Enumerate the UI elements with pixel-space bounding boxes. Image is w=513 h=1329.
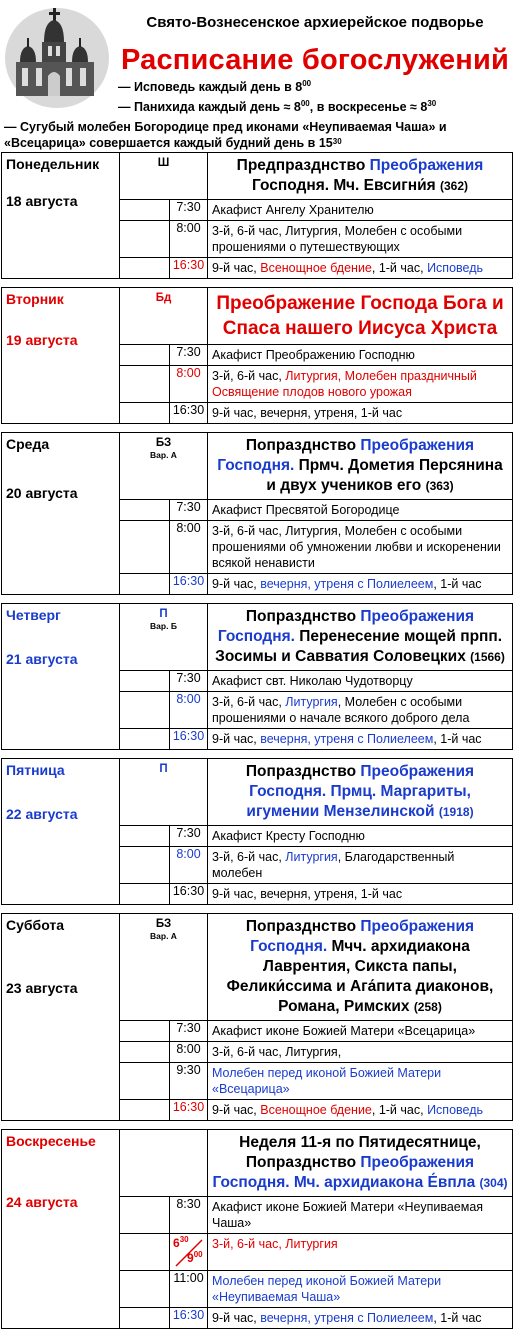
church-logo-icon	[2, 2, 112, 110]
day-name: Среда	[6, 436, 50, 452]
text-run: (363)	[425, 479, 454, 493]
service-desc	[208, 221, 513, 258]
code-blank	[120, 221, 170, 258]
code-text: П	[159, 608, 168, 620]
day-date: 24 августа	[6, 1194, 78, 1210]
service-time: 7:30	[170, 200, 208, 221]
service-time: 8:00	[170, 847, 208, 884]
text-run: Преображение Господа Бога и Спаса нашего Иисуса Христа	[216, 293, 504, 339]
service-time: 8:30	[170, 1197, 208, 1234]
feast-title	[208, 433, 513, 500]
day-date: 21 августа	[6, 651, 78, 667]
text-run: , 1-й час	[433, 577, 482, 591]
gap-cell	[2, 424, 513, 433]
text-run: Литургия	[285, 850, 338, 864]
text-run: Молебен перед иконой Божией Матери «Всецарица»	[212, 1066, 442, 1096]
service-time: 16:30	[170, 574, 208, 595]
text-run: вечерня, утреня с Полиелеем	[260, 732, 434, 746]
text-run: Исповедь	[427, 1103, 484, 1117]
page-title: Расписание богослужений	[120, 44, 510, 76]
service-desc	[208, 671, 513, 692]
service-time: 8:00	[170, 1042, 208, 1063]
text-run: 3-й, 6-й час,	[212, 850, 286, 864]
day-feast-row	[2, 433, 513, 500]
text-run: Акафист иконе Божией Матери «Всецарица»	[212, 1024, 476, 1038]
text-run: Прмч. Дометия Персянина и двух учеников его	[266, 457, 503, 494]
day-name: Воскресенье	[6, 1133, 96, 1149]
text-run: 9-й час,	[212, 732, 261, 746]
code-blank	[120, 258, 170, 279]
text-run: Акафист Ангелу Хранителю	[212, 203, 374, 217]
service-desc	[208, 1063, 513, 1100]
code-blank	[120, 884, 170, 905]
gap-row	[2, 750, 513, 759]
service-code	[120, 153, 208, 200]
text-run: (304)	[479, 1176, 508, 1190]
day-name: Четверг	[6, 607, 61, 623]
code-text: П	[159, 763, 168, 775]
service-time: 7:30	[170, 500, 208, 521]
service-time: 8:00	[170, 521, 208, 574]
service-time: 16:30	[170, 1100, 208, 1121]
text-run: Преображения Господня.	[250, 918, 475, 955]
service-desc	[208, 258, 513, 279]
service-desc	[208, 826, 513, 847]
day-date: 23 августа	[6, 980, 78, 996]
text-run: Попразднство	[245, 918, 361, 935]
text-run: Преображения Господня.	[217, 608, 475, 645]
day-name: Понедельник	[6, 156, 100, 172]
note-panikhida: — Панихида каждый день ≈ $8^{00}$, в воскресенье ≈ $8^{30}$	[118, 99, 437, 114]
day-feast-row	[2, 914, 513, 1021]
text-run: , 1-й час,	[371, 261, 428, 275]
service-desc	[208, 574, 513, 595]
text-run: вечерня, утреня с Полиелеем	[260, 577, 434, 591]
service-time: 7:30	[170, 345, 208, 366]
text-run: 9-й час,	[212, 1311, 261, 1325]
code-blank	[120, 847, 170, 884]
text-run: Преображения Господня. Прмц. Маргариты, игумении Мензелинской	[246, 763, 475, 820]
service-desc	[208, 692, 513, 729]
text-run: Попразднство	[245, 608, 361, 625]
text-run: 3-й, 6-й час, Литургия, Молебен с особыми прошениями о путешествующих	[212, 224, 463, 254]
service-desc	[208, 1197, 513, 1234]
service-time: 16:30	[170, 258, 208, 279]
day-date: 18 августа	[6, 193, 78, 209]
code-text: БЗ	[155, 437, 172, 449]
service-time: 9:30	[170, 1063, 208, 1100]
code-text: Бд	[155, 292, 172, 304]
day-name: Вторник	[6, 291, 64, 307]
code-blank	[120, 1234, 170, 1271]
text-run: , Благодарственный молебен	[212, 850, 455, 880]
gap-row	[2, 1121, 513, 1130]
feast-title	[208, 288, 513, 345]
text-run: Всенощное бдение	[260, 1103, 372, 1117]
text-run: Попразднство	[245, 763, 361, 780]
gap-cell	[2, 595, 513, 604]
service-desc	[208, 1308, 513, 1329]
day-feast-row	[2, 1130, 513, 1197]
text-run: вечерня, утреня с Полиелеем	[260, 1311, 434, 1325]
day-cell	[2, 604, 120, 750]
code-text: БЗ	[155, 918, 172, 930]
day-date: 20 августа	[6, 485, 78, 501]
gap-cell	[2, 750, 513, 759]
text-run: (258)	[413, 1000, 442, 1014]
text-run: Акафист иконе Божией Матери «Неупиваемая Чаша»	[212, 1200, 484, 1230]
service-desc	[208, 1271, 513, 1308]
text-run: 3-й, 6-й час,	[212, 369, 286, 383]
service-time: 16:30	[170, 403, 208, 424]
text-run: Неделя 11-я по Пятидесятнице, Попразднство	[239, 1134, 481, 1171]
service-desc	[208, 1021, 513, 1042]
text-run: 3-й, 6-й час, Литургия, Молебен с особыми прошениями об умножении любви и искоренении всякой ненависти	[212, 524, 501, 570]
text-run: Перенесение мощей прпп. Зосимы и Савватия Соловецких	[215, 628, 503, 665]
text-run: 9-й час,	[212, 1103, 261, 1117]
service-desc	[208, 1234, 513, 1271]
day-name: Пятница	[6, 762, 65, 778]
day-feast-row	[2, 153, 513, 200]
code-text: Ш	[157, 157, 170, 169]
service-code	[120, 288, 208, 345]
gap-row	[2, 424, 513, 433]
code-blank	[120, 1271, 170, 1308]
code-blank	[120, 403, 170, 424]
code-text	[120, 1130, 207, 1134]
service-desc	[208, 200, 513, 221]
gap-row	[2, 279, 513, 288]
text-run: (362)	[440, 179, 469, 193]
day-date: 22 августа	[6, 806, 78, 822]
day-cell	[2, 1130, 120, 1329]
text-run: Акафист Кресту Господню	[212, 829, 365, 843]
text-run: (1918)	[438, 805, 474, 819]
text-run: 3-й, 6-й час,	[212, 695, 286, 709]
day-cell	[2, 914, 120, 1121]
text-run: Всенощное бдение	[260, 261, 372, 275]
code-blank	[120, 1021, 170, 1042]
text-run: 9-й час,	[212, 577, 261, 591]
code-variant: Вар. А	[150, 931, 177, 941]
service-code	[120, 433, 208, 500]
feast-title	[208, 1130, 513, 1197]
text-run: , 1-й час	[433, 1311, 482, 1325]
service-desc	[208, 847, 513, 884]
text-run: (1566)	[470, 650, 505, 664]
gap-row	[2, 595, 513, 604]
service-time: 16:30	[170, 884, 208, 905]
code-blank	[120, 521, 170, 574]
code-blank	[120, 729, 170, 750]
service-time: 7:30	[170, 826, 208, 847]
day-cell	[2, 153, 120, 279]
day-name: Суббота	[6, 917, 65, 933]
text-run: 3-й, 6-й час, Литургия	[212, 1237, 338, 1251]
service-desc	[208, 345, 513, 366]
service-desc	[208, 403, 513, 424]
feast-title	[208, 604, 513, 671]
text-run: Преображения Господня.	[217, 437, 475, 474]
service-time: 8:00	[170, 366, 208, 403]
text-run: 3-й, 6-й час, Литургия,	[212, 1045, 342, 1059]
text-run: , 1-й час	[433, 732, 482, 746]
org-name: Свято-Вознесенское архиерейское подворье	[146, 14, 484, 31]
code-blank	[120, 1308, 170, 1329]
code-blank	[120, 1100, 170, 1121]
day-feast-row	[2, 604, 513, 671]
day-cell	[2, 759, 120, 905]
text-run: Литургия, Молебен праздничный Освящение плодов нового урожая	[212, 369, 477, 399]
day-cell	[2, 433, 120, 595]
day-feast-row	[2, 759, 513, 826]
feast-title	[208, 153, 513, 200]
day-feast-row	[2, 288, 513, 345]
gap-cell	[2, 279, 513, 288]
text-run: , Молебен с особыми прошениями о начале всякого доброго дела	[212, 695, 470, 725]
text-run: , 1-й час,	[371, 1103, 428, 1117]
service-time: 8:00	[170, 692, 208, 729]
service-desc	[208, 500, 513, 521]
text-run: Акафист свт. Николаю Чудотворцу	[212, 674, 413, 688]
code-blank	[120, 345, 170, 366]
split-time: $6^{30}$ $9^{00}$	[173, 1235, 203, 1265]
code-blank	[120, 826, 170, 847]
service-code	[120, 914, 208, 1021]
code-variant: Вар. А	[150, 450, 177, 460]
gap-cell	[2, 905, 513, 914]
code-blank	[120, 366, 170, 403]
service-time	[170, 1234, 208, 1271]
text-run: Преображения Господня. Мч. архидиакона Е́впла	[212, 1154, 480, 1191]
day-date: 19 августа	[6, 332, 78, 348]
gap-cell	[2, 1121, 513, 1130]
header	[0, 0, 513, 152]
service-desc	[208, 1100, 513, 1121]
service-time: 8:00	[170, 221, 208, 258]
service-code	[120, 604, 208, 671]
code-blank	[120, 692, 170, 729]
service-code	[120, 1130, 208, 1197]
code-blank	[120, 574, 170, 595]
service-desc	[208, 521, 513, 574]
text-run: Предпразднство	[236, 157, 370, 174]
text-run: Преображения	[369, 157, 484, 174]
text-run: 9-й час,	[212, 261, 261, 275]
text-run: Акафист Пресвятой Богородице	[212, 503, 400, 517]
note-confession: — Исповедь каждый день в $8^{00}$	[118, 79, 312, 94]
code-blank	[120, 1042, 170, 1063]
code-variant: Вар. Б	[150, 621, 177, 631]
code-blank	[120, 1063, 170, 1100]
service-desc	[208, 1042, 513, 1063]
day-cell	[2, 288, 120, 424]
text-run: Литургия	[285, 695, 338, 709]
service-desc	[208, 729, 513, 750]
service-desc	[208, 884, 513, 905]
text-run: Исповедь	[427, 261, 484, 275]
text-run: Молебен перед иконой Божией Матери «Неупиваемая Чаша»	[212, 1274, 442, 1304]
gap-row	[2, 905, 513, 914]
service-time: 7:30	[170, 1021, 208, 1042]
code-blank	[120, 200, 170, 221]
feast-title	[208, 759, 513, 826]
text-run: 9-й час, вечерня, утреня, 1-й час	[212, 887, 403, 901]
text-run: 9-й час, вечерня, утреня, 1-й час	[212, 406, 403, 420]
code-blank	[120, 1197, 170, 1234]
schedule-table	[1, 152, 513, 1329]
code-blank	[120, 500, 170, 521]
service-time: 16:30	[170, 1308, 208, 1329]
text-run: Мчч. архидиакона Лаврентия, Сикста папы, Фелики́ссима и Ага́пита диаконов, Романа, Римских	[226, 938, 494, 1015]
service-time: 16:30	[170, 729, 208, 750]
code-blank	[120, 671, 170, 692]
text-run: Акафист Преображению Господню	[212, 348, 415, 362]
note-moleben: — Сугубый молебен Богородице пред иконами «Неупиваемая Чаша» и «Всецарица» совершается каждый будний день в $15^{30}$	[4, 120, 447, 150]
feast-title	[208, 914, 513, 1021]
text-run: Попразднство	[245, 437, 361, 454]
service-time: 11:00	[170, 1271, 208, 1308]
service-time: 7:30	[170, 671, 208, 692]
service-desc	[208, 366, 513, 403]
service-code	[120, 759, 208, 826]
text-run: Господня. Мч. Евсигни́я	[251, 177, 440, 194]
